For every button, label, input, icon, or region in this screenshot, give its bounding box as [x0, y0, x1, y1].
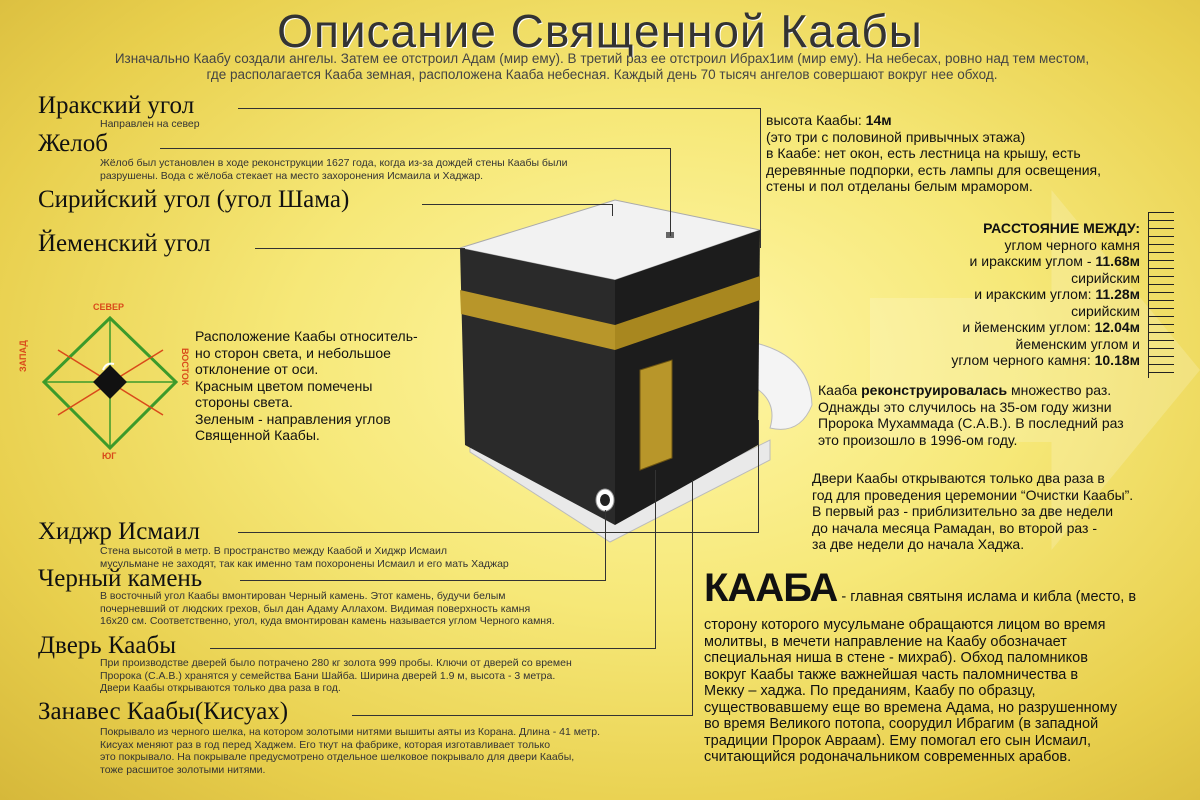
info-line: традиции Пророк Авраам). Ему помогал его сын Исмаил, — [704, 732, 1092, 749]
leader-line — [670, 148, 671, 236]
label-iraq-corner: Иракский угол — [38, 92, 195, 119]
info-line: это произошло в 1996-ом году. — [818, 431, 1018, 448]
desc-line: Красным цветом помечены — [195, 377, 373, 394]
kaaba-door — [640, 360, 672, 470]
info-line: существовавшему еще во времена Адама, но разрушенному — [704, 699, 1118, 716]
info-line: в Каабе: нет окон, есть лестница на крышу, есть — [766, 145, 1081, 161]
info-line: стены и пол отделаны белым мрамором. — [766, 178, 1033, 194]
desc-line: отклонение от оси. — [195, 361, 319, 377]
info-line: В первый раз - приблизительно за две недели — [812, 503, 1114, 519]
compass-south: ЮГ — [102, 451, 117, 461]
info-line: и иракским углом: — [974, 286, 1096, 302]
desc-line: но сторон света, и небольшое — [195, 344, 391, 361]
info-line: углом черного камня — [1004, 236, 1140, 253]
info-line: множество раз. — [1007, 382, 1112, 398]
leader-line — [240, 580, 605, 581]
info-line: Кааба — [818, 382, 862, 398]
label-iraq-desc: Направлен на север — [100, 118, 200, 130]
desc-line: Священной Каабы. — [195, 427, 320, 443]
desc-line: стороны света. — [195, 394, 293, 410]
label-black-stone: Черный камень — [38, 565, 203, 592]
label-gutter-desc — [100, 157, 567, 182]
label-gutter: Желоб — [38, 130, 108, 157]
leader-line — [352, 715, 692, 716]
info-line: молитвы, в мечети направление на Каабу обозначает — [704, 633, 1067, 650]
label-door: Дверь Каабы — [38, 632, 177, 659]
compass-diagram — [28, 300, 193, 465]
kaaba-heading: КААБА — [704, 566, 838, 610]
distance-value: 10.18м — [1094, 352, 1140, 368]
distance-info — [880, 220, 1140, 369]
info-line: Мекку – хаджа. По преданиям, Каабу по образцу, — [704, 683, 1036, 699]
leader-line — [655, 470, 656, 649]
leader-line — [612, 204, 613, 216]
desc-line: Расположение Каабы относитель- — [195, 328, 418, 344]
leader-line — [758, 420, 759, 533]
desc-line: это покрывало. На покрывале предусмотрено отдельное шелковое покрывало для двери Каабы, — [100, 751, 575, 763]
leader-line — [160, 148, 670, 149]
kaaba-left-face — [460, 248, 615, 525]
info-line: специальная ниша в стене - михраб). Обход паломников — [704, 650, 1088, 666]
leader-line — [210, 648, 655, 649]
leader-line — [692, 480, 693, 716]
info-line: год для проведения церемонии “Очистки Каабы”. — [812, 486, 1134, 503]
compass-west: ЗАПАД — [18, 340, 28, 372]
desc-line: Покрывало из черного шелка, на котором золотыми нитями вышиты аяты из Корана. Длина - 41 метр. — [100, 726, 600, 738]
height-info — [766, 112, 1101, 195]
info-line: и йеменским углом: — [962, 319, 1095, 335]
desc-line: Кисуах меняют раз в год перед Хаджем. Его ткут на фабрике, которая изготавливает только — [100, 738, 551, 751]
desc-line: Пророка (С.А.В.) хранятся у семейства Бани Шайба. Ширина дверей 1.9 м, высота - 3 метра. — [100, 669, 556, 682]
info-line: и иракским углом - — [969, 253, 1096, 269]
label-door-desc — [100, 657, 572, 695]
compass-description — [195, 328, 418, 444]
info-line: сторону которого мусульмане обращаются лицом во время — [704, 617, 1106, 633]
doors-open-info — [812, 470, 1133, 553]
info-line: вокруг Каабы также важнейшая часть паломничества в — [704, 666, 1079, 683]
info-line: до начала месяца Рамадан, во второй раз - — [812, 519, 1097, 536]
ruler-graphic — [1148, 212, 1174, 378]
height-value: 14м — [865, 112, 892, 128]
rebuilt-info — [818, 382, 1124, 448]
height-label: высота Каабы: — [766, 112, 866, 128]
info-line: считающийся родоначальником современных арабов. — [704, 749, 1072, 765]
desc-line: 16x20 см. Соответственно, угол, куда вмонтирован камень называется углом Черного камня. — [100, 615, 555, 627]
leader-line — [238, 108, 760, 109]
info-emphasis: реконструировалась — [861, 382, 1008, 398]
label-yemen-corner: Йеменский угол — [38, 230, 211, 257]
black-stone-center — [600, 494, 610, 506]
info-line: за две недели до начала Хаджа. — [812, 536, 1025, 552]
info-line: сирийским — [1071, 302, 1140, 319]
info-line: сирийским — [1071, 269, 1140, 286]
info-line: (это три с половиной привычных этажа) — [766, 128, 1026, 145]
page-title: Описание Священной Каабы — [277, 5, 923, 57]
desc-line: тоже расшитое золотыми нитями. — [100, 763, 266, 776]
kaaba-illustration — [440, 190, 820, 550]
info-line: во время Великого потопа, соорудил Ибрагим (в западной — [704, 716, 1099, 732]
desc-line: Жёлоб был установлен в ходе реконструкции 1627 года, когда из-за дождей стены Каабы были — [100, 157, 568, 169]
label-hijr-ismail: Хиджр Исмаил — [38, 518, 200, 545]
info-line: деревянные подпорки, есть лампы для освещения, — [766, 161, 1102, 178]
leader-line — [605, 510, 606, 581]
intro-text — [12, 51, 1192, 83]
distance-value: 12.04м — [1094, 319, 1140, 335]
desc-line: Стена высотой в метр. В пространство между Каабой и Хиджр Исмаил — [100, 545, 447, 557]
leader-line — [255, 248, 465, 249]
distance-heading: РАССТОЯНИЕ МЕЖДУ: — [983, 220, 1140, 236]
info-line: Пророка Мухаммада (С.А.В.). В последний раз — [818, 415, 1124, 431]
intro-line: Изначально Каабу создали ангелы. Затем ее отстроил Адам (мир ему). В третий раз ее отстроил Ибрах1им (мир ему). На небесах, ровно над тем местом, — [114, 51, 1090, 66]
desc-line: мусульмане не заходят, так как именно там похоронены Исмаил и его мать Хаджар — [100, 557, 509, 570]
leader-line — [238, 532, 758, 533]
desc-line: В восточный угол Каабы вмонтирован Черный камень. Этот камень, будучи белым — [100, 590, 506, 602]
info-line: Однажды это случилось на 35-ом году жизни — [818, 398, 1112, 415]
label-stone-desc — [100, 590, 555, 628]
kaaba-right-face — [615, 230, 760, 525]
intro-line: где располагается Кааба земная, расположена Кааба небесная. Каждый день 70 тысяч ангелов совершают вокруг нее обход. — [206, 67, 998, 82]
desc-line: почерневший от людских грехов, был дан Адаму Аллахом. Видимая поверхность камня — [100, 602, 531, 615]
label-syrian-corner: Сирийский угол (угол Шама) — [38, 186, 350, 213]
desc-line: При производстве дверей было потрачено 280 кг золота 999 пробы. Ключи от дверей со времен — [100, 657, 572, 669]
kaaba-description — [704, 568, 1200, 766]
info-line: йеменским углом и — [1015, 335, 1140, 352]
compass-kaaba-icon — [93, 365, 127, 399]
desc-line: разрушены. Вода с жёлоба стекает на место захоронения Исмаила и Хаджар. — [100, 169, 484, 182]
info-line: - главная святыня ислама и кибла (место, в — [837, 589, 1137, 605]
leader-line — [422, 204, 612, 205]
info-line: Двери Каабы открываются только два раза в — [812, 470, 1105, 486]
leader-line — [760, 108, 761, 248]
label-kiswah-desc — [100, 726, 600, 776]
desc-line: Зеленым - направления углов — [195, 410, 391, 427]
label-kiswah: Занавес Каабы(Кисуах) — [38, 698, 289, 725]
compass-north: СЕВЕР — [93, 302, 125, 312]
distance-value: 11.28м — [1095, 286, 1140, 302]
distance-value: 11.68м — [1095, 253, 1140, 269]
compass-east: ВОСТОК — [180, 348, 190, 386]
desc-line: Двери Каабы открываются только два раза в год. — [100, 682, 341, 694]
info-line: углом черного камня: — [951, 352, 1095, 368]
